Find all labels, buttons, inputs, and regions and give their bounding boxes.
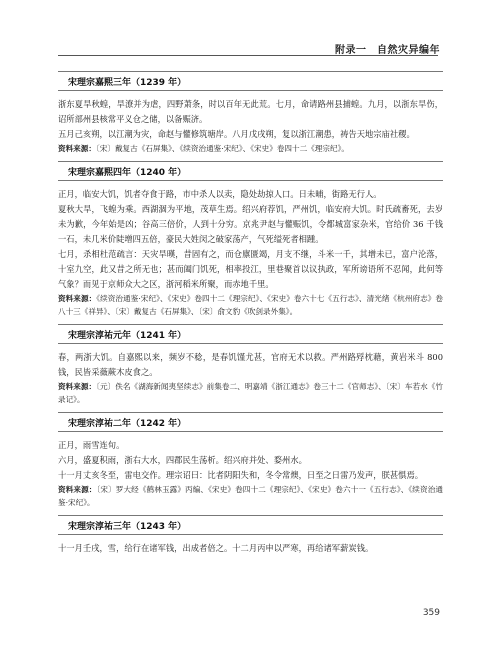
source-note (58, 380, 443, 406)
source-text: 〔元〕佚名《湖海新闻夷坚续志》前集卷二、明嘉靖《浙江通志》卷三十二《官师志》、〔宋〕车若水《竹录记》。 (58, 382, 443, 404)
source-label: 资料来源： (58, 382, 97, 391)
entry-paragraph: 六月，盛夏积雨，浙右大水，四郡民生荡析。绍兴府并处、婺州水。 (58, 455, 307, 465)
source-text: 〔宋〕戴复古《石屏集》、《续资治通鉴·宋纪》、《宋史》卷四十二《理宗纪》。 (95, 144, 349, 153)
source-label: 资料来源： (58, 294, 97, 303)
entry-paragraph: 十一月壬戌，雪，给行在诸军钱，出成者倍之。十二月丙申以严寒，再给诸军薪炭钱。 (58, 543, 374, 553)
source-label: 资料来源： (58, 485, 97, 494)
section-title: 宋理宗嘉熙四年（1240 年） (58, 161, 443, 181)
year-section (58, 161, 443, 318)
entry-paragraph: 十一月丈亥冬至，雷电交作。理宗诏曰：比者阴阳失和，冬令常燠，日至之日雷乃发声，朕甚惧焉。 (58, 470, 424, 480)
source-note (58, 142, 443, 155)
header-rule (58, 55, 438, 56)
page-number: 359 (422, 608, 440, 618)
entry-paragraph: 正月，临安大饥，饥者夺食于路，市中杀人以卖，隐处劫掠人口。日未晡，街路无行人。 (58, 189, 382, 199)
year-section (58, 71, 443, 155)
year-section (58, 412, 443, 509)
section-title: 宋理宗嘉熙三年（1239 年） (58, 71, 443, 91)
source-text: 〔宋〕罗大经《鹤林玉露》丙编、《宋史》卷四十二《理宗纪》、《宋史》卷六十一《五行志》、《续资治通鉴·宋纪》。 (58, 485, 443, 507)
running-header: 附录一 自然灾异编年 (335, 45, 440, 56)
entry-paragraph: 春，两浙大饥。自嘉熙以来，频岁不稔，是春饥馑尤甚，官府无术以救。严州路殍枕藉，黄岩米斗 800 钱，民皆采薇蕨木皮食之。 (58, 352, 443, 377)
year-section (58, 324, 443, 406)
source-note (58, 292, 443, 318)
source-text: 《续资治通鉴·宋纪》、《宋史》卷四十二《理宗纪》、《宋史》卷六十七《五行志》、清光绪《杭州府志》卷八十三《祥异》、〔宋〕戴复古《石屏集》、〔宋〕俞文豹《吹剑录外集》。 (58, 294, 444, 316)
section-title: 宋理宗淳祐元年（1241 年） (58, 324, 443, 344)
entry-paragraph: 夏秋大旱，飞蝗为乘。西湖涸为平地，茂草生焉。绍兴府荐饥，严州饥，临安府大饥。时氏疏畜死，去岁未为歉，今年始是凶；谷高三倍价，人到十分穷。京兆尹赵与懽赈饥，令都城富家杂米，官给价 36 千钱一石，未几米价陡增四五倍，豪民大姓闵之破家荡产，气死缢死者相踵。 (58, 204, 443, 244)
source-label: 资料来源： (58, 144, 96, 153)
section-title: 宋理宗淳祐三年（1243 年） (58, 515, 443, 535)
entry-paragraph: 七月，杀相杜范疏言：天灾旱暵，昔固有之，而仓廪匮竭，月支不继，斗米一千，其增未已，富户沦落，十室九空，此又昔之所无也；甚而阖门饥死，相率投江，里巷聚首以议执政，军所谤语所不忍闻，此何等气象？而见于京师众大之区，浙河稻米所聚，而赤地千里。 (58, 249, 443, 289)
year-section (58, 515, 443, 556)
main-content (58, 71, 443, 562)
entry-paragraph: 五月己亥朔，以江潮为灾，命赵与懽修筑塘岸。八月戊戌朔，复以浙江潮患，祷告天地宗庙社稷。 (58, 129, 415, 139)
entry-paragraph: 正月，雨雪连旬。 (58, 440, 125, 450)
source-note (58, 483, 443, 509)
section-title: 宋理宗淳祐二年（1242 年） (58, 412, 443, 432)
entry-paragraph: 浙东夏旱秋蝗，旱潦并为虐，四野萧条，时以百年无此荒。七月，命请路州县捕蝗。九月，以浙东旱伤，诏所部州县核常平义仓之储，以备赈济。 (58, 99, 443, 124)
